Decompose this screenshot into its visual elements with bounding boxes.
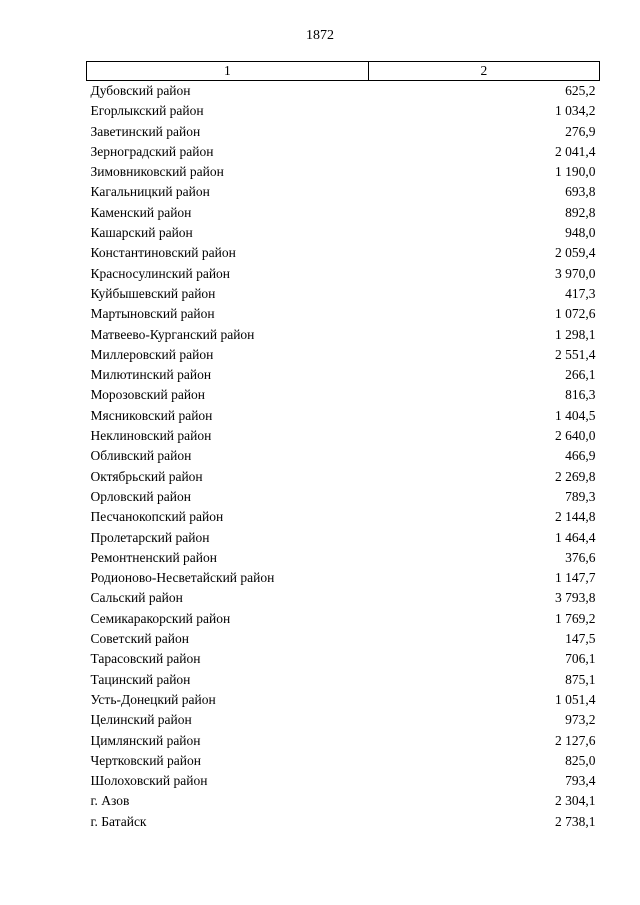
table-row xyxy=(87,182,600,202)
district-value-cell: 2 127,6 xyxy=(555,732,596,748)
district-name-cell: Орловский район xyxy=(90,488,191,504)
district-value-cell: 1 072,6 xyxy=(555,306,596,322)
table-row xyxy=(87,304,600,324)
district-name-cell: Октябрьский район xyxy=(90,468,203,484)
table-row xyxy=(87,101,600,121)
district-name-cell: Целинский район xyxy=(90,712,192,728)
district-name-cell: г. Батайск xyxy=(90,813,147,829)
table-row xyxy=(87,548,600,568)
district-name-cell: Песчанокопский район xyxy=(90,509,224,525)
table-row xyxy=(87,345,600,365)
table-row xyxy=(87,446,600,466)
district-value-cell: 1 769,2 xyxy=(555,610,596,626)
district-value-cell: 892,8 xyxy=(565,204,596,220)
column-header-1: 1 xyxy=(87,62,369,81)
district-value-cell: 2 144,8 xyxy=(555,509,596,525)
district-name-cell: Кагальницкий район xyxy=(90,184,210,200)
table-row xyxy=(87,81,600,102)
district-value-cell: 147,5 xyxy=(565,631,596,647)
district-name-cell: Семикаракорский район xyxy=(90,610,231,626)
page-number: 1872 xyxy=(306,28,334,43)
district-name-cell: Ремонтненский район xyxy=(90,549,217,565)
district-name-cell: Чертковский район xyxy=(90,752,201,768)
table-row xyxy=(87,507,600,527)
district-name-cell: Заветинский район xyxy=(90,123,201,139)
column-header-2: 2 xyxy=(368,62,599,81)
district-value-cell: 3 970,0 xyxy=(555,265,596,281)
table-row xyxy=(87,649,600,669)
table-row xyxy=(87,710,600,730)
table-row xyxy=(87,467,600,487)
district-name-cell: Милютинский район xyxy=(90,367,212,383)
table-row xyxy=(87,751,600,771)
district-value-cell: 816,3 xyxy=(565,387,596,403)
table-row xyxy=(87,487,600,507)
district-name-cell: Тарасовский район xyxy=(90,651,201,667)
district-value-cell: 276,9 xyxy=(565,123,596,139)
table-row xyxy=(87,609,600,629)
district-name-cell: Мартыновский район xyxy=(90,306,215,322)
district-value-cell: 2 551,4 xyxy=(555,346,596,362)
district-value-cell: 825,0 xyxy=(565,752,596,768)
table-row xyxy=(87,406,600,426)
district-value-cell: 789,3 xyxy=(565,488,596,504)
table-row xyxy=(87,264,600,284)
table-row xyxy=(87,122,600,142)
table-row xyxy=(87,588,600,608)
district-name-cell: Советский район xyxy=(90,631,189,647)
district-value-cell: 2 269,8 xyxy=(555,468,596,484)
table-body xyxy=(87,81,600,832)
district-value-cell: 376,6 xyxy=(565,549,596,565)
table-header-row xyxy=(87,62,600,81)
district-value-cell: 1 298,1 xyxy=(555,326,596,342)
district-value-cell: 1 464,4 xyxy=(555,529,596,545)
table-row xyxy=(87,162,600,182)
table-row xyxy=(87,528,600,548)
district-name-cell: Егорлыкский район xyxy=(90,103,204,119)
district-value-cell: 1 190,0 xyxy=(555,164,596,180)
district-value-cell: 625,2 xyxy=(565,83,596,98)
district-value-cell: 793,4 xyxy=(565,773,596,789)
district-name-cell: Мясниковский район xyxy=(90,407,213,423)
district-name-cell: Каменский район xyxy=(90,204,192,220)
district-value-cell: 948,0 xyxy=(565,225,596,241)
district-name-cell: Морозовский район xyxy=(90,387,206,403)
district-value-cell: 2 041,4 xyxy=(555,143,596,159)
table-row xyxy=(87,142,600,162)
table-row xyxy=(87,385,600,405)
district-name-cell: Константиновский район xyxy=(90,245,236,261)
district-value-cell: 973,2 xyxy=(565,712,596,728)
district-name-cell: Кашарский район xyxy=(90,225,193,241)
district-value-cell: 3 793,8 xyxy=(555,590,596,606)
district-value-cell: 266,1 xyxy=(565,367,596,383)
table-row xyxy=(87,771,600,791)
table-row xyxy=(87,223,600,243)
district-value-cell: 2 059,4 xyxy=(555,245,596,261)
district-value-cell: 2 738,1 xyxy=(555,813,596,829)
district-name-cell: Цимлянский район xyxy=(90,732,201,748)
district-name-cell: Куйбышевский район xyxy=(90,285,216,301)
district-name-cell: Сальский район xyxy=(90,590,183,606)
district-values-table xyxy=(86,61,600,832)
table-row xyxy=(87,243,600,263)
district-value-cell: 417,3 xyxy=(565,285,596,301)
district-value-cell: 706,1 xyxy=(565,651,596,667)
district-name-cell: Тацинский район xyxy=(90,671,191,687)
district-name-cell: Дубовский район xyxy=(90,83,191,98)
district-value-cell: 2 640,0 xyxy=(555,428,596,444)
district-name-cell: Матвеево-Курганский район xyxy=(90,326,255,342)
district-name-cell: г. Азов xyxy=(90,793,130,809)
table-row xyxy=(87,791,600,811)
table-row xyxy=(87,284,600,304)
table-row xyxy=(87,690,600,710)
table-row xyxy=(87,629,600,649)
district-value-cell: 875,1 xyxy=(565,671,596,687)
district-name-cell: Красносулинский район xyxy=(90,265,231,281)
table-row xyxy=(87,203,600,223)
district-value-cell: 2 304,1 xyxy=(555,793,596,809)
district-name-cell: Миллеровский район xyxy=(90,346,214,362)
table-row xyxy=(87,426,600,446)
table-row xyxy=(87,670,600,690)
district-value-cell: 1 051,4 xyxy=(555,691,596,707)
district-name-cell: Зерноградский район xyxy=(90,143,214,159)
district-value-cell: 1 034,2 xyxy=(555,103,596,119)
district-name-cell: Родионово-Несветайский район xyxy=(90,570,275,586)
table-row xyxy=(87,731,600,751)
district-value-cell: 1 404,5 xyxy=(555,407,596,423)
district-value-cell: 1 147,7 xyxy=(555,570,596,586)
district-name-cell: Зимовниковский район xyxy=(90,164,224,180)
table-row xyxy=(87,568,600,588)
table-row xyxy=(87,365,600,385)
district-name-cell: Обливский район xyxy=(90,448,192,464)
district-name-cell: Неклиновский район xyxy=(90,428,212,444)
district-name-cell: Пролетарский район xyxy=(90,529,210,545)
district-name-cell: Усть-Донецкий район xyxy=(90,691,216,707)
district-name-cell: Шолоховский район xyxy=(90,773,208,789)
table-row xyxy=(87,325,600,345)
district-value-cell: 466,9 xyxy=(565,448,596,464)
table-row xyxy=(87,812,600,832)
district-value-cell: 693,8 xyxy=(565,184,596,200)
